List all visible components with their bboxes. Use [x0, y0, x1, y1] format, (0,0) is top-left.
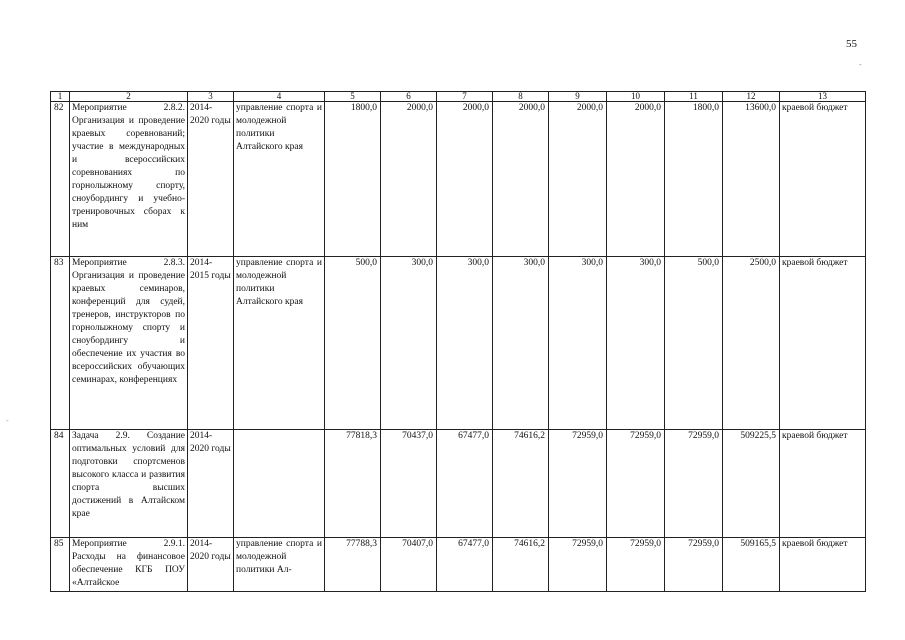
row-value: 1800,0: [325, 102, 381, 257]
row-source: краевой бюджет: [780, 102, 866, 257]
header-cell: 12: [723, 92, 780, 102]
row-value: 67477,0: [437, 430, 493, 538]
header-cell: 4: [234, 92, 325, 102]
row-total: 2500,0: [723, 257, 780, 430]
row-value: 74616,2: [493, 430, 549, 538]
row-executor: [234, 430, 325, 538]
header-cell: 8: [493, 92, 549, 102]
row-years: 2014-2020 годы: [188, 430, 234, 538]
header-cell: 3: [188, 92, 234, 102]
row-number: 82: [51, 102, 70, 257]
row-executor: управление спорта и молодежной политики Алтайского края: [234, 102, 325, 257]
row-source: краевой бюджет: [780, 430, 866, 538]
header-cell: 9: [549, 92, 607, 102]
row-description: Мероприятие 2.8.3. Организация и проведение краевых семинаров, конференций для судей, тренеров, инструкторов по горнолыжному спорту и сноубордингу и обеспечение их участия во всероссийских обучающих семинарах, конференциях: [70, 257, 188, 430]
header-cell: 13: [780, 92, 866, 102]
row-description: Мероприятие 2.8.2. Организация и проведение краевых соревнований; участие в международных и всероссийских соревнованиях по горнолыжному спорту, сноубордингу и учебно-тренировочных сборах к ним: [70, 102, 188, 257]
header-cell: 6: [381, 92, 437, 102]
row-value: 2000,0: [549, 102, 607, 257]
row-value: 2000,0: [437, 102, 493, 257]
row-value: 300,0: [381, 257, 437, 430]
table-row: [51, 538, 866, 592]
row-number: 83: [51, 257, 70, 430]
row-value: 500,0: [325, 257, 381, 430]
row-executor: управление спорта и молодежной политики Алтайского края: [234, 257, 325, 430]
row-value: 77818,3: [325, 430, 381, 538]
row-value: 72959,0: [607, 538, 665, 592]
row-value: 72959,0: [665, 538, 723, 592]
row-value: 72959,0: [549, 430, 607, 538]
header-cell: 10: [607, 92, 665, 102]
row-years: 2014-2015 годы: [188, 257, 234, 430]
row-value: 67477,0: [437, 538, 493, 592]
row-description: Задача 2.9. Создание оптимальных условий для подготовки спортсменов высокого класса и развития спорта высших достижений в Алтайском крае: [70, 430, 188, 538]
row-value: 300,0: [549, 257, 607, 430]
page-number: 55: [846, 38, 857, 50]
row-value: 70407,0: [381, 538, 437, 592]
row-value: 77788,3: [325, 538, 381, 592]
header-row: [51, 92, 866, 102]
row-number: 85: [51, 538, 70, 592]
row-value: 2000,0: [607, 102, 665, 257]
row-value: 1800,0: [665, 102, 723, 257]
budget-table: [50, 91, 866, 592]
row-source: краевой бюджет: [780, 538, 866, 592]
row-years: 2014-2020 годы: [188, 102, 234, 257]
row-value: 72959,0: [607, 430, 665, 538]
row-years: 2014-2020 годы: [188, 538, 234, 592]
header-cell: 7: [437, 92, 493, 102]
scan-mark: -: [859, 60, 862, 69]
row-value: 300,0: [437, 257, 493, 430]
row-value: 72959,0: [665, 430, 723, 538]
row-value: 500,0: [665, 257, 723, 430]
row-value: 72959,0: [549, 538, 607, 592]
row-value: 74616,2: [493, 538, 549, 592]
row-value: 2000,0: [381, 102, 437, 257]
header-cell: 1: [51, 92, 70, 102]
header-cell: 2: [70, 92, 188, 102]
table-row: [51, 257, 866, 430]
row-value: 300,0: [607, 257, 665, 430]
row-value: 70437,0: [381, 430, 437, 538]
row-source: краевой бюджет: [780, 257, 866, 430]
row-total: 509165,5: [723, 538, 780, 592]
header-cell: 11: [665, 92, 723, 102]
table-row: [51, 102, 866, 257]
row-number: 84: [51, 430, 70, 538]
row-value: 300,0: [493, 257, 549, 430]
row-description: Мероприятие 2.9.1. Расходы на финансовое обеспечение КГБ ПОУ «Алтайское: [70, 538, 188, 592]
table-row: [51, 430, 866, 538]
row-total: 509225,5: [723, 430, 780, 538]
row-total: 13600,0: [723, 102, 780, 257]
row-value: 2000,0: [493, 102, 549, 257]
scan-side-mark: -: [6, 416, 9, 425]
header-cell: 5: [325, 92, 381, 102]
row-executor: управление спорта и молодежной политики Ал-: [234, 538, 325, 592]
